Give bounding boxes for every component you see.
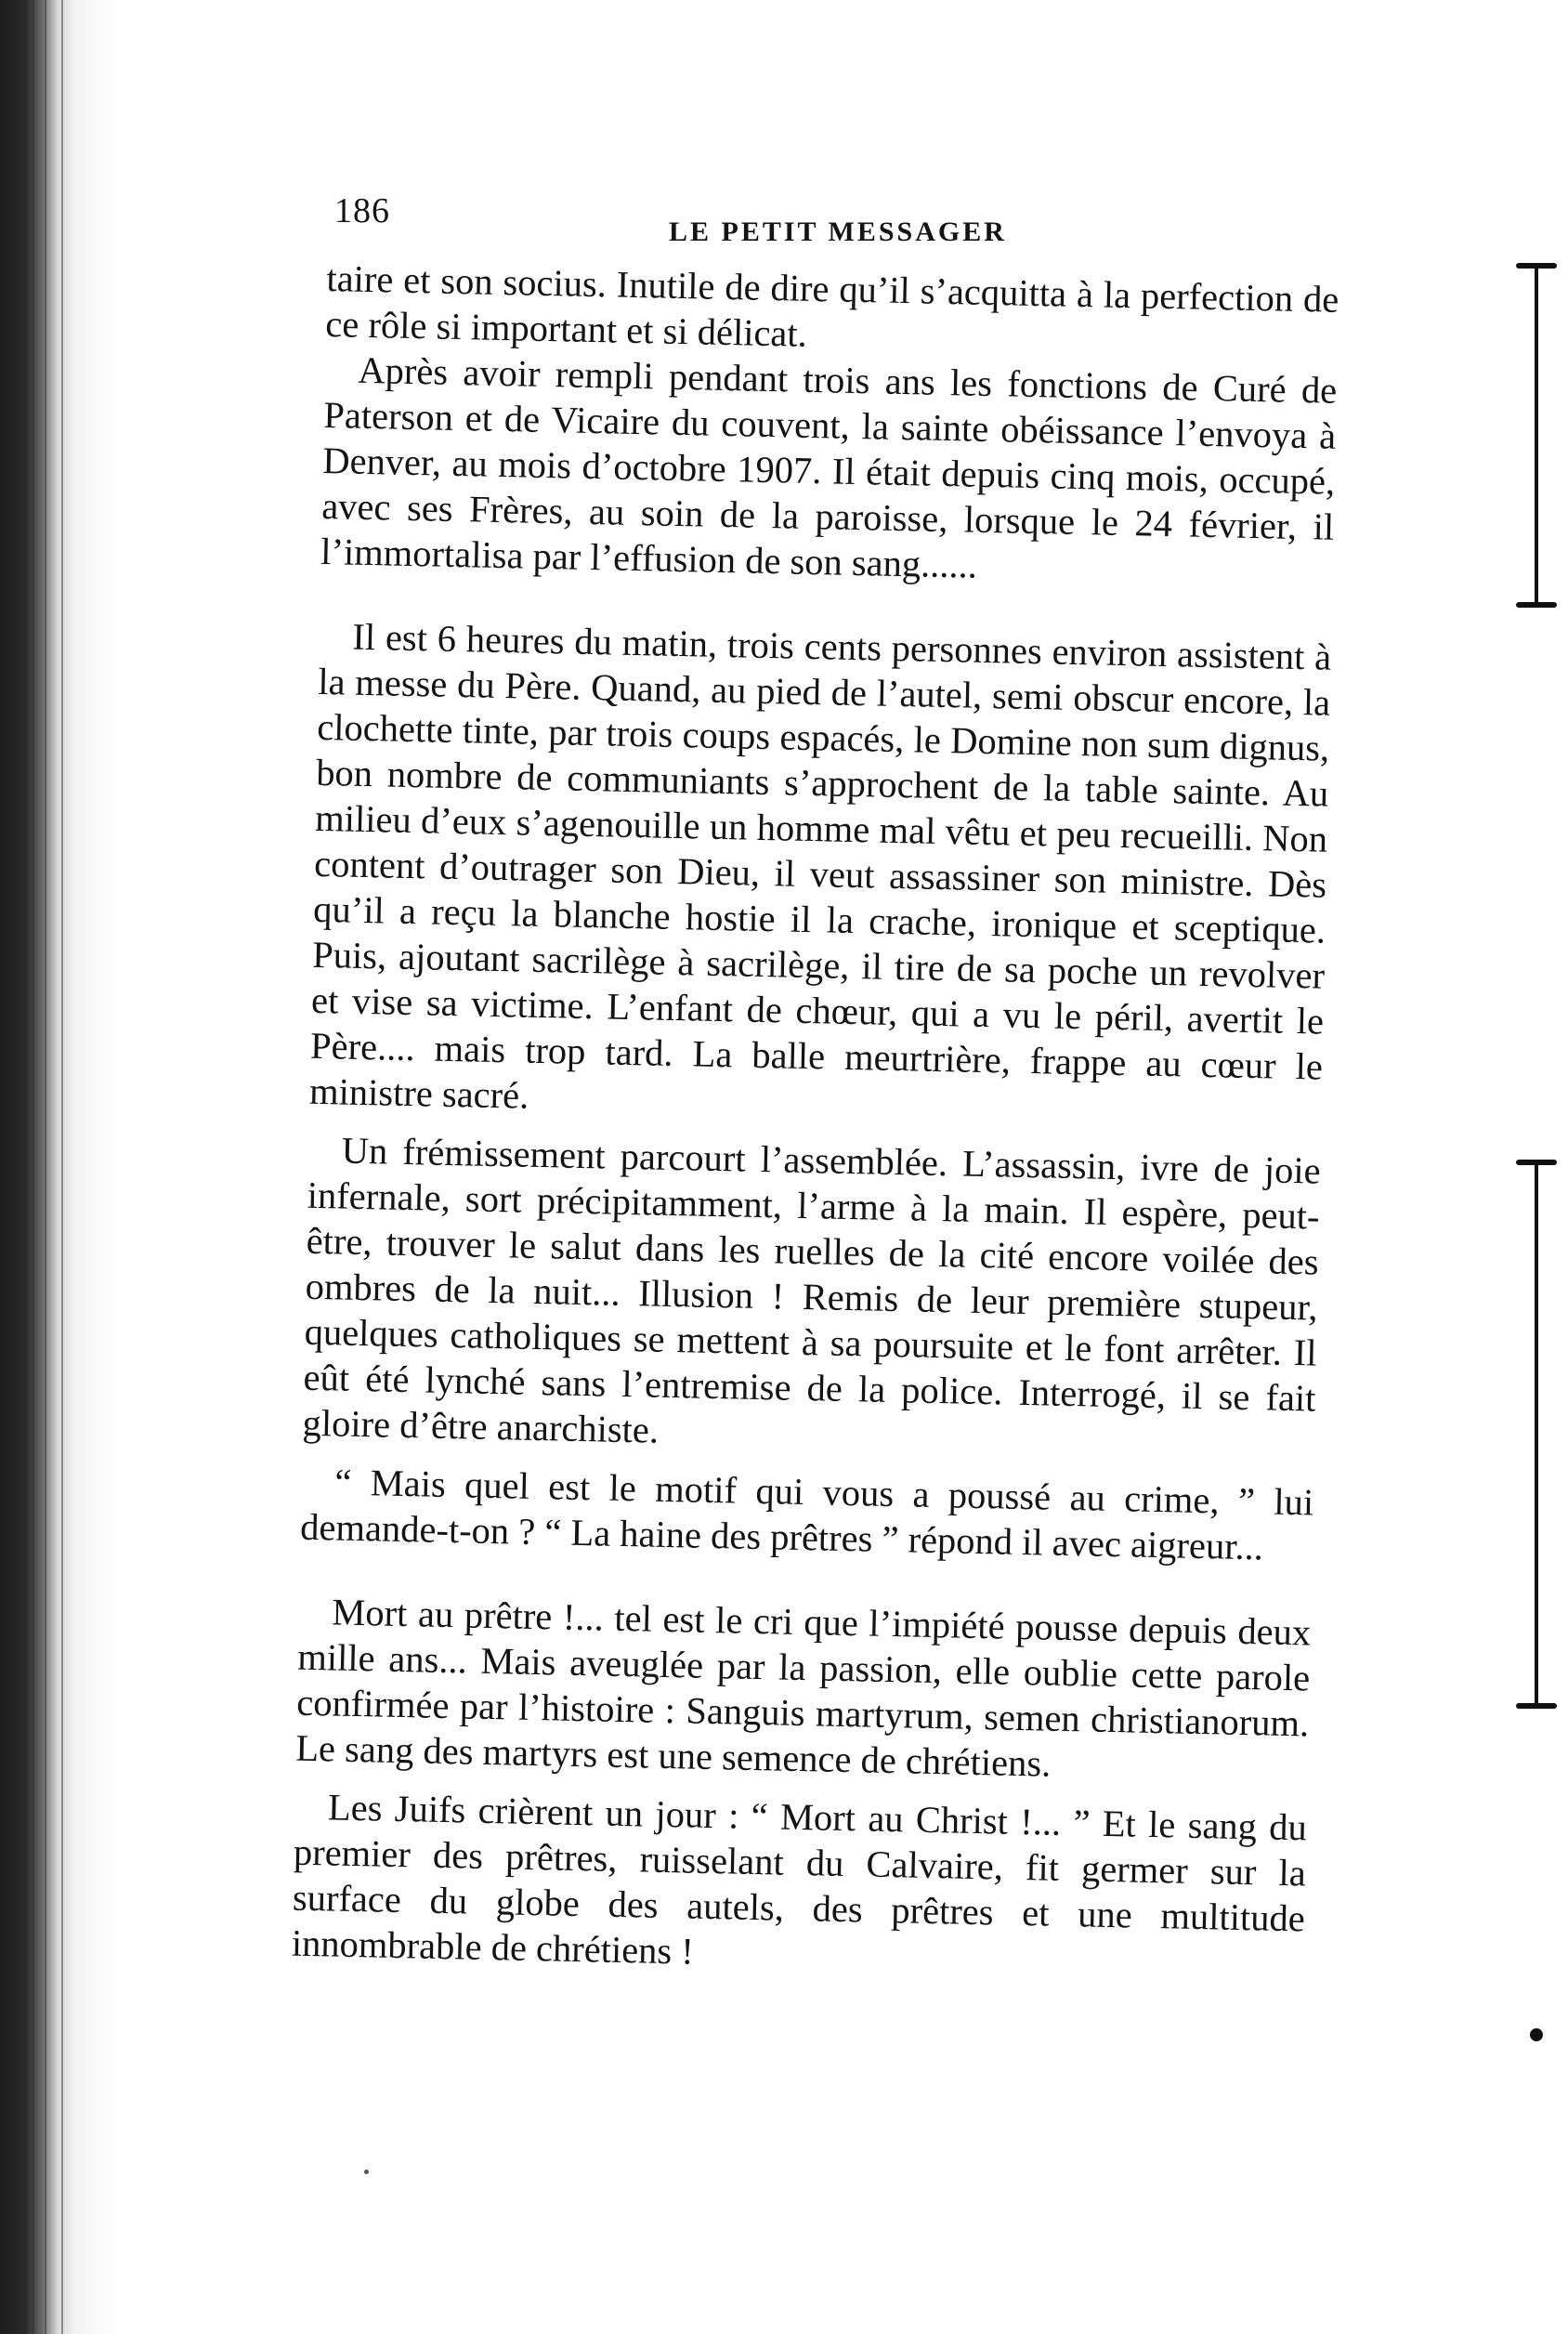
page-body [291, 256, 1339, 1987]
paragraph: Mort au prêtre !... tel est le cri que l’impiété pousse depuis deux mille ans... Mais aveuglée par la passion, elle oublie cette parole confirmée par l’histoire : Sanguis martyrum, semen christianorum. Le sang des martyrs est une semence de chrétiens. [294, 1591, 1312, 1785]
book-binding-edge [0, 0, 121, 2334]
page-speck [364, 2170, 369, 2174]
paragraph: taire et son socius. Inutile de dire qu’il s’acquitta à la perfection de ce rôle si important et si délicat. [324, 256, 1339, 355]
paragraph: Un frémissement parcourt l’assemblée. L’assassin, ivre de joie infernale, sort précipitamment, l’arme à la main. Il espère, peut-être, trouver le salut dans les ruelles de la cité encore voilée des ombres de la nuit... Illusion ! Remis de leur première stupeur, quelques catholiques se mettent à sa poursuite et le font arrêter. Il eût été lynché sans l’entremise de la police. Interrogé, il se fait gloire d’être anarchiste. [302, 1129, 1322, 1451]
page-header [334, 190, 1263, 256]
margin-rule-marks [1514, 0, 1568, 2334]
page-number: 186 [334, 191, 390, 230]
paragraph: “ Mais quel est le motif qui vous a poussé au crime, ” lui demande-t-on ? “ La haine des prêtres ” répond il avec aigreur... [299, 1461, 1314, 1568]
running-title: LE PETIT MESSAGER [669, 216, 1007, 247]
paragraph: Après avoir rempli pendant trois ans les fonctions de Curé de Paterson et de Vicaire du couvent, la sainte obéissance l’envoya à Denver, au mois d’octobre 1907. Il était depuis cinq mois, occupé, avec ses Frères, au soin de la paroisse, lorsque le 24 février, il l’immortalisa par l’effusion de son sang...... [320, 348, 1338, 586]
paragraph: Il est 6 heures du matin, trois cents personnes environ assistent à la messe du Père. Quand, au pied de l’autel, semi obscur encore, la clochette tinte, par trois coups espacés, le Domine non sum dignus, bon nombre de communiants s’approchent de la table sainte. Au milieu d’eux s’agenouille un homme mal vêtu et peu recueilli. Non content d’outrager son Dieu, il veut assassiner son ministre. Dès qu’il a reçu la blanche hostie il la crache, ironique et sceptique. Puis, ajoutant sacrilège à sacrilège, il tire de sa poche un revolver et vise sa victime. L’enfant de chœur, qui a vu le péril, avertit le Père.... mais trop tard. La balle meurtrière, frappe au cœur le ministre sacré. [308, 615, 1332, 1117]
paragraph: Les Juifs crièrent un jour : “ Mort au Christ !... ” Et le sang du premier des prêtres, ruisselant du Calvaire, fit germer sur la surface du globe des autels, des prêtres et une multitude innombrable de chrétiens ! [291, 1786, 1308, 1973]
